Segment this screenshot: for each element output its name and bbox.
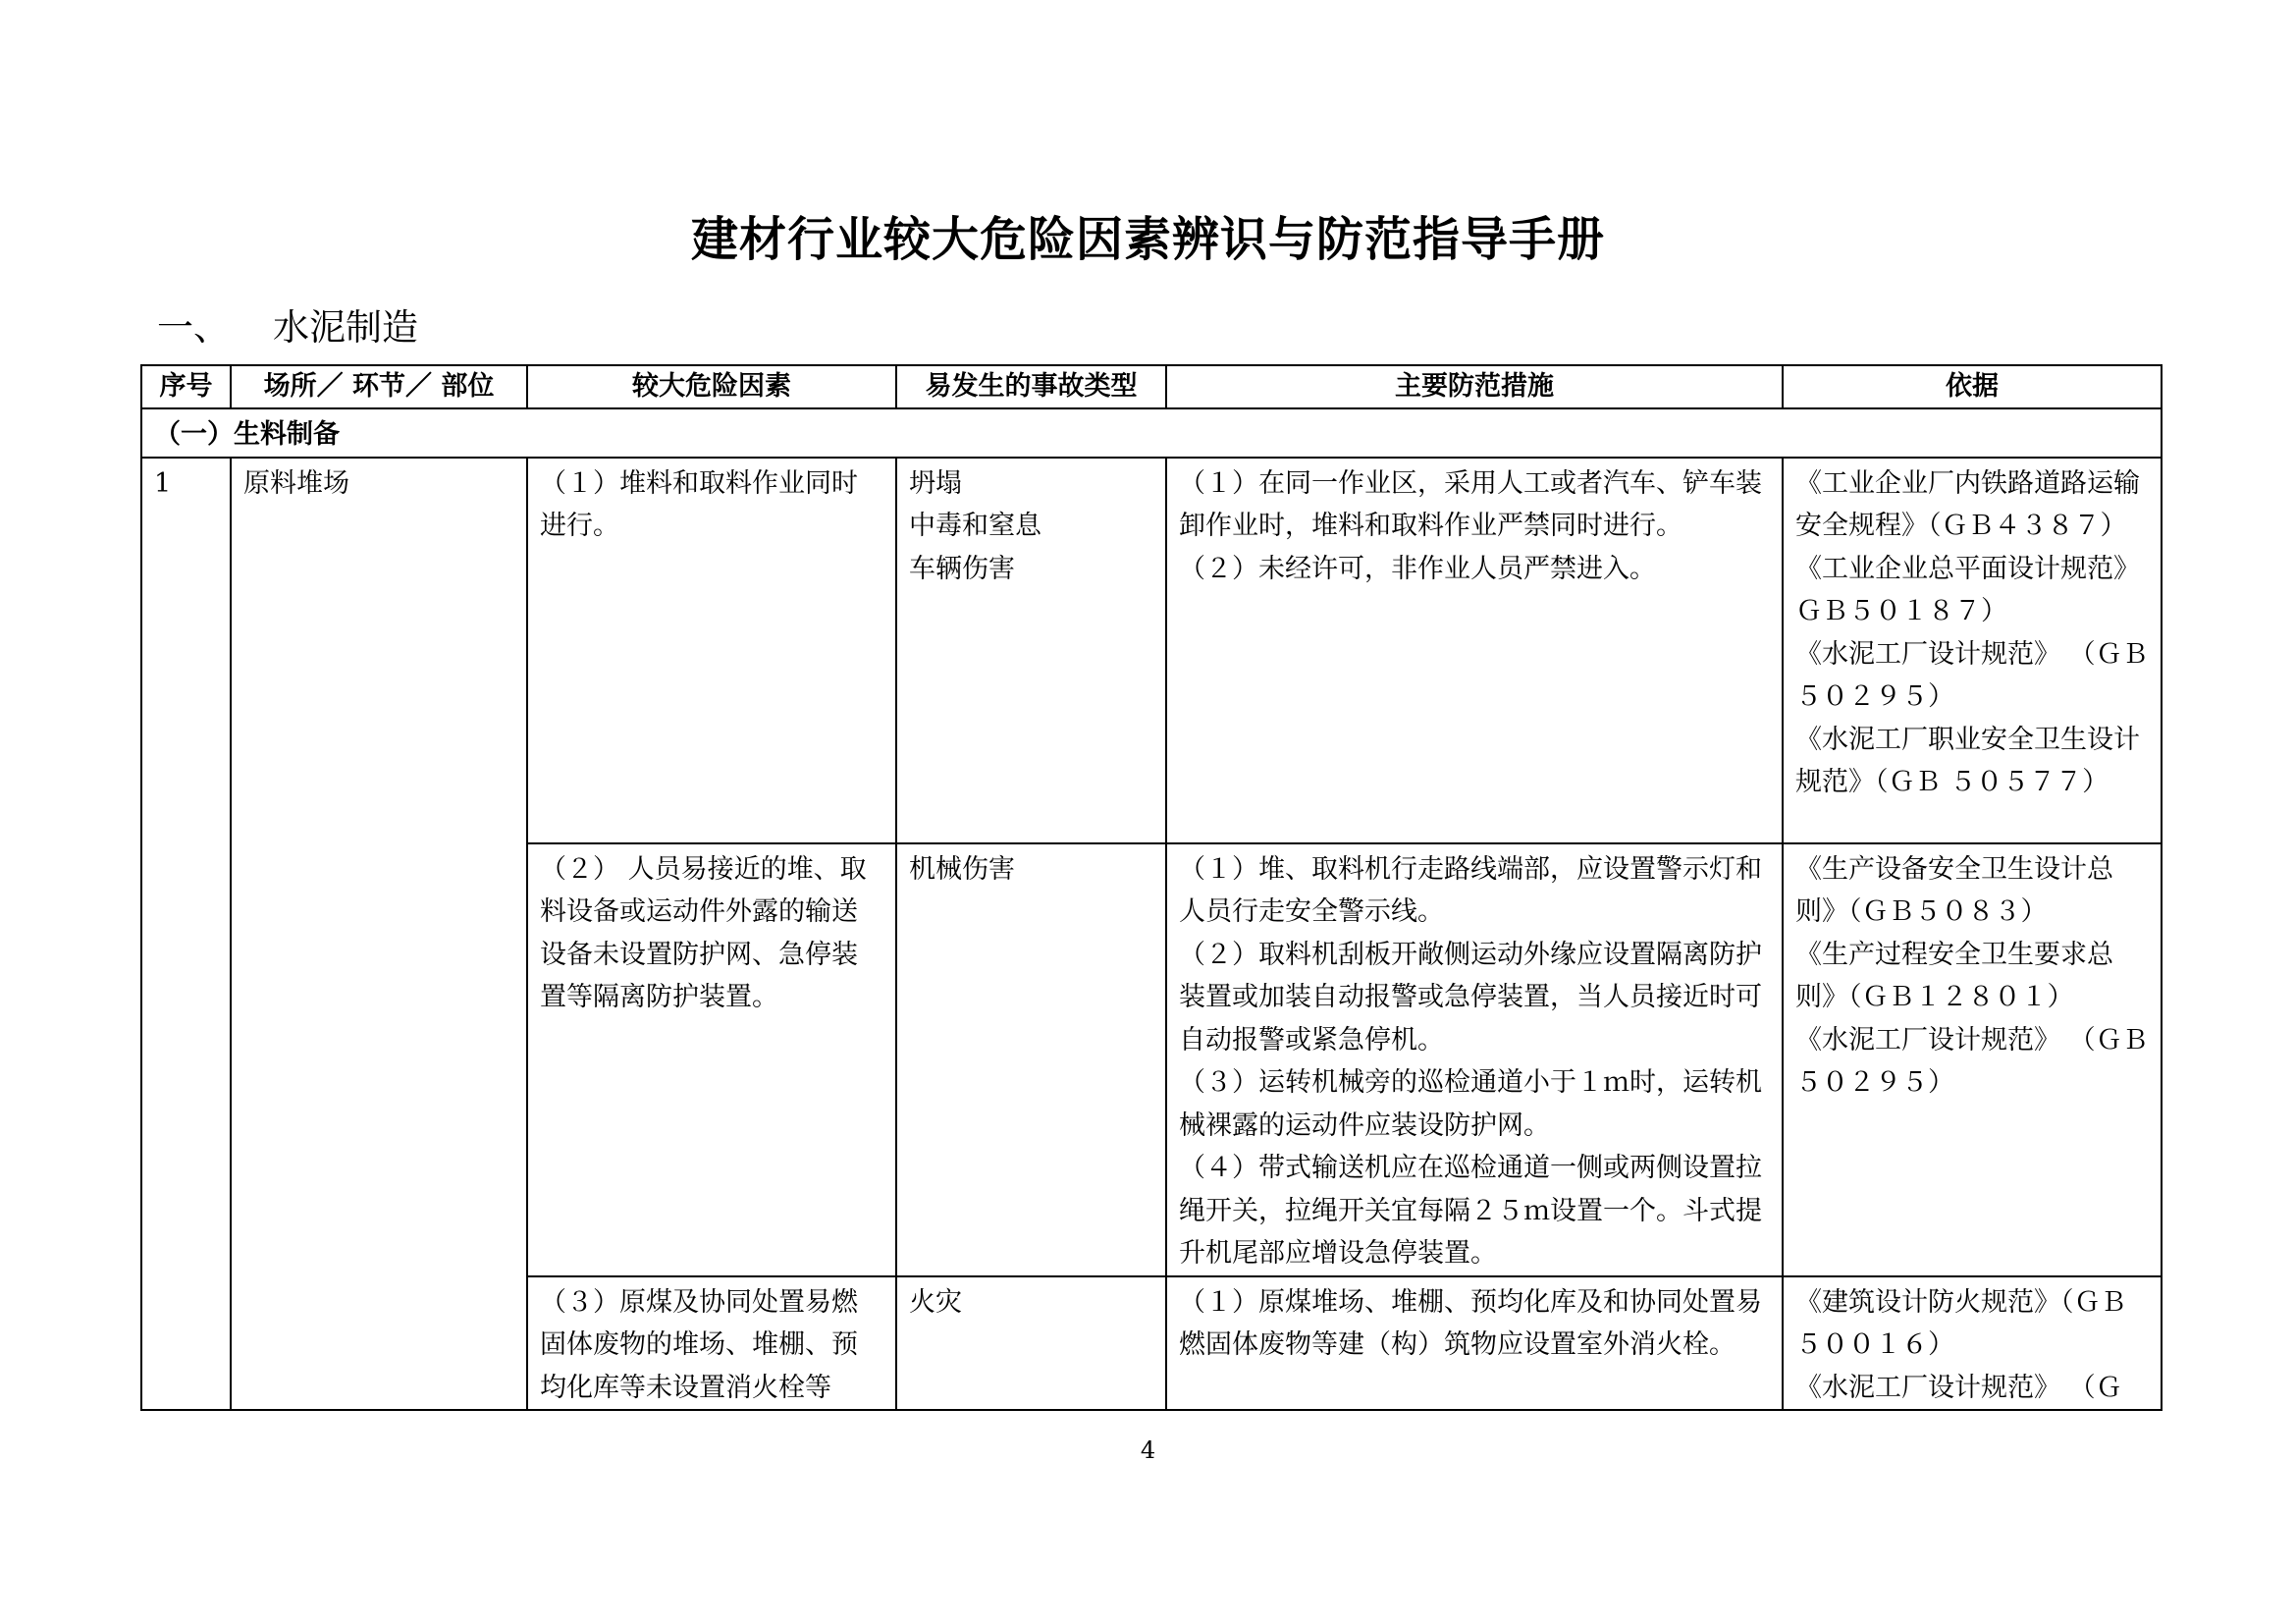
row-location: 原料堆场 bbox=[231, 458, 527, 1411]
section-heading bbox=[157, 298, 418, 351]
subsection-title: （一）生料制备 bbox=[141, 408, 2162, 458]
measure-item: （２）未经许可，非作业人员严禁进入。 bbox=[1179, 553, 1656, 584]
measure-item: （２）取料机刮板开敞侧运动外缘应设置隔离防护装置或加装自动报警或急停装置，当人员接近时可自动报警或紧急停机。 bbox=[1179, 939, 1762, 1056]
accident-types bbox=[896, 843, 1166, 1276]
basis-item: 《建筑设计防火规范》（ＧＢ５００１６） bbox=[1795, 1286, 2127, 1360]
accident-type: 机械伤害 bbox=[909, 853, 1015, 885]
row-number: 1 bbox=[141, 458, 231, 1411]
hazard-factor: （１）堆料和取料作业同时进行。 bbox=[527, 458, 896, 843]
accident-types bbox=[896, 458, 1166, 843]
header-measures: 主要防范措施 bbox=[1166, 365, 1783, 408]
header-hazard-factor: 较大危险因素 bbox=[527, 365, 896, 408]
basis-standards bbox=[1783, 1276, 2162, 1411]
accident-type: 车辆伤害 bbox=[909, 553, 1015, 584]
accident-types bbox=[896, 1276, 1166, 1411]
basis-item: 《水泥工厂设计规范》 （ＧＢ５０２９５） bbox=[1795, 638, 2149, 712]
hazard-factor: （２） 人员易接近的堆、取料设备或运动件外露的输送设备未设置防护网、急停装置等隔离防护装置。 bbox=[527, 843, 896, 1276]
header-number: 序号 bbox=[141, 365, 231, 408]
prevention-measures bbox=[1166, 458, 1783, 843]
document-title: 建材行业较大危险因素辨识与防范指导手册 bbox=[690, 212, 1605, 267]
basis-item: 《工业企业总平面设计规范》 ＧＢ５０１８７） bbox=[1795, 553, 2140, 626]
prevention-measures bbox=[1166, 1276, 1783, 1411]
basis-standards bbox=[1783, 458, 2162, 843]
subsection-row bbox=[141, 408, 2162, 458]
prevention-measures bbox=[1166, 843, 1783, 1276]
measure-item: （１）原煤堆场、堆棚、预均化库及和协同处置易燃固体废物等建（构）筑物应设置室外消火栓。 bbox=[1179, 1286, 1762, 1360]
measure-item: （１）在同一作业区，采用人工或者汽车、铲车装卸作业时，堆料和取料作业严禁同时进行。 bbox=[1179, 467, 1762, 541]
table-row bbox=[141, 458, 2162, 843]
section-number: 一、 bbox=[157, 306, 230, 349]
basis-item: 《水泥工厂设计规范》 （ＧＢ ５０２９５） bbox=[1795, 1024, 2149, 1098]
hazard-factor: （３）原煤及协同处置易燃固体废物的堆场、堆棚、预均化库等未设置消火栓等 bbox=[527, 1276, 896, 1411]
header-location: 场所／ 环节／ 部位 bbox=[231, 365, 527, 408]
basis-standards bbox=[1783, 843, 2162, 1276]
measure-item: （３）运转机械旁的巡检通道小于１ｍ时，运转机械裸露的运动件应装设防护网。 bbox=[1179, 1067, 1762, 1141]
accident-type: 中毒和窒息 bbox=[909, 511, 1041, 541]
hazard-table bbox=[140, 364, 2163, 1411]
table-header-row bbox=[141, 365, 2162, 408]
basis-item: 《生产设备安全卫生设计总则》（ＧＢ５０８３） bbox=[1795, 853, 2113, 927]
accident-type: 坍塌 bbox=[909, 467, 962, 499]
measure-item: （４）带式输送机应在巡检通道一侧或两侧设置拉绳开关，拉绳开关宜每隔２５ｍ设置一个。斗式提升机尾部应增设急停装置。 bbox=[1179, 1153, 1762, 1269]
basis-item: 《水泥工厂设计规范》 （Ｇ bbox=[1795, 1372, 2122, 1403]
basis-item: 《生产过程安全卫生要求总则》（ＧＢ１２８０１） bbox=[1795, 939, 2113, 1012]
header-basis: 依据 bbox=[1783, 365, 2162, 408]
accident-type: 火灾 bbox=[909, 1286, 962, 1318]
measure-item: （１）堆、取料机行走路线端部，应设置警示灯和人员行走安全警示线。 bbox=[1179, 853, 1762, 927]
page-number: 4 bbox=[1140, 1436, 1156, 1464]
basis-item: 《水泥工厂职业安全卫生设计规范》（ＧＢ ５０５７７） bbox=[1795, 724, 2140, 797]
section-title: 水泥制造 bbox=[273, 306, 418, 349]
header-accident-type: 易发生的事故类型 bbox=[896, 365, 1166, 408]
basis-item: 《工业企业厂内铁路道路运输安全规程》（ＧＢ４３８７） bbox=[1795, 467, 2140, 541]
